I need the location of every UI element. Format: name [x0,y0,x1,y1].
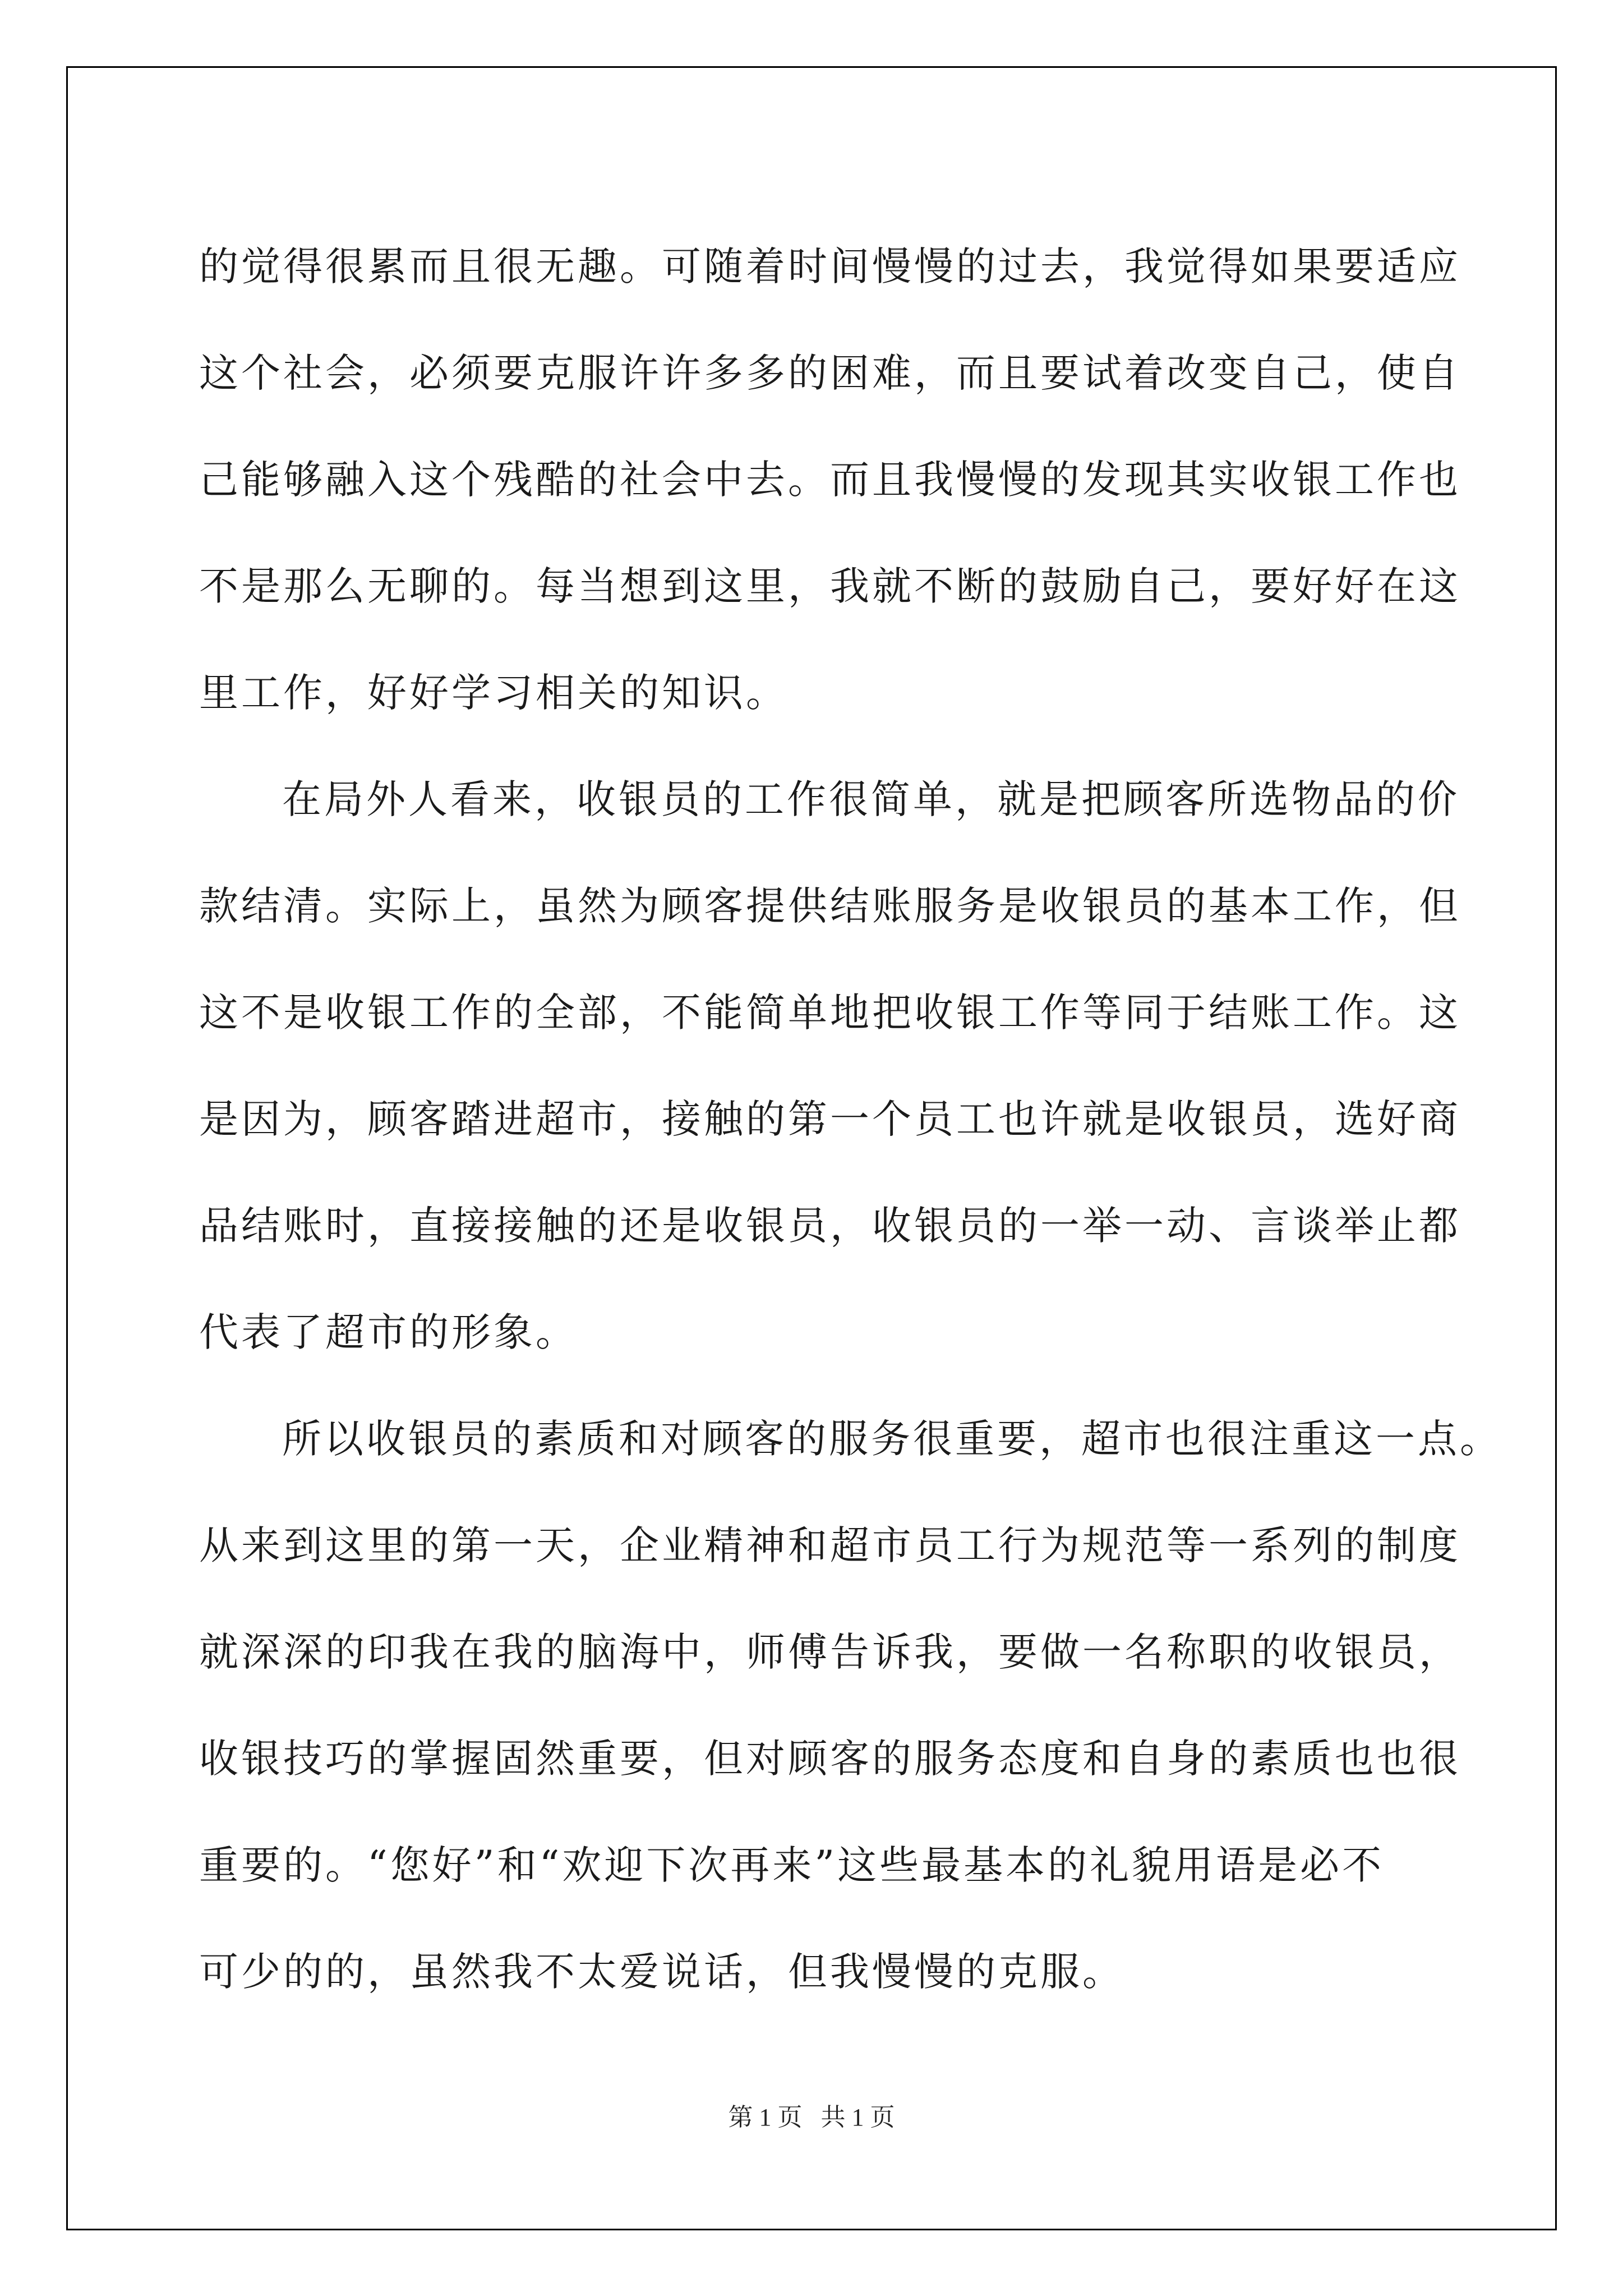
text-line: 收银技巧的掌握固然重要，但对顾客的服务态度和自身的素质也也很 [199,1736,1461,1782]
text-line: 品结账时，直接接触的还是收银员，收银员的一举一动、言谈举止都 [199,1203,1461,1249]
page-total: 共 1 页 [820,2104,895,2131]
page-footer [0,2097,1623,2133]
text-line: 这个社会，必须要克服许许多多的困难，而且要试着改变自己，使自 [199,350,1461,396]
text-line: 是因为，顾客踏进超市，接触的第一个员工也许就是收银员，选好商 [199,1096,1461,1142]
text-line: 可少的的，虽然我不太爱说话，但我慢慢的克服。 [199,1949,1124,1995]
text-line: 里工作，好好学习相关的知识。 [199,670,788,716]
text-line: 款结清。实际上，虽然为顾客提供结账服务是收银员的基本工作，但 [199,883,1461,929]
document-body [199,219,1502,2031]
page-number: 第 1 页 [728,2104,803,2131]
text-line: 代表了超市的形象。 [199,1309,578,1355]
text-line: 重要的。“您好”和“欢迎下次再来”这些最基本的礼貌用语是必不 [199,1842,1385,1888]
paragraph-start-line: 在局外人看来，收银员的工作很简单，就是把顾客所选物品的价 [282,776,1460,822]
text-line: 己能够融入这个残酷的社会中去。而且我慢慢的发现其实收银工作也 [199,457,1461,503]
text-line: 不是那么无聊的。每当想到这里，我就不断的鼓励自己，要好好在这 [199,563,1461,609]
paragraph-start-line: 所以收银员的素质和对顾客的服务很重要，超市也很注重这一点。 [282,1416,1502,1462]
text-line: 从来到这里的第一天，企业精神和超市员工行为规范等一系列的制度 [199,1522,1461,1568]
text-line: 这不是收银工作的全部，不能简单地把收银工作等同于结账工作。这 [199,990,1461,1036]
text-line: 就深深的印我在我的脑海中，师傅告诉我，要做一名称职的收银员， [199,1629,1461,1675]
text-line: 的觉得很累而且很无趣。可随着时间慢慢的过去，我觉得如果要适应 [199,243,1461,289]
